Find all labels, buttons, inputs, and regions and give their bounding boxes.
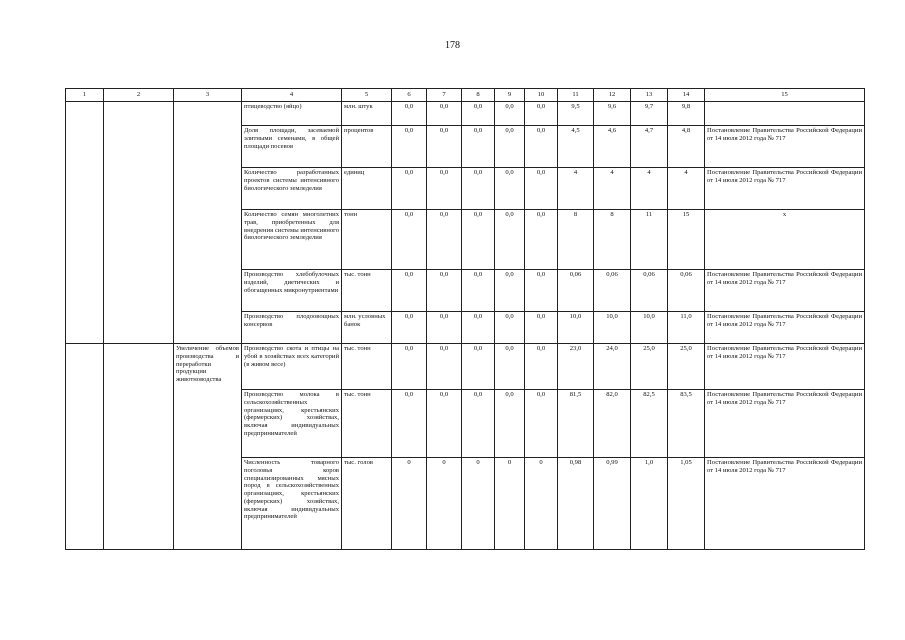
value-cell: 0,0 [462,126,495,168]
unit-cell: тыс. тонн [342,344,392,390]
value-cell: 0,06 [594,270,631,312]
col-header: 1 [66,89,104,102]
cell-col2 [104,344,174,550]
value-cell: 0,0 [495,344,525,390]
value-cell: 0,0 [525,270,558,312]
value-cell: 0,98 [558,458,594,550]
value-cell: 0 [462,458,495,550]
source-cell: Постановление Правительства Российской Федерации от 14 июля 2012 года № 717 [705,312,865,344]
source-cell [705,102,865,126]
source-cell: Постановление Правительства Российской Федерации от 14 июля 2012 года № 717 [705,344,865,390]
col-header: 8 [462,89,495,102]
unit-cell: млн. условных банок [342,312,392,344]
col-header: 2 [104,89,174,102]
value-cell: 0,0 [462,390,495,458]
col-header: 13 [631,89,668,102]
value-cell: 10,0 [631,312,668,344]
value-cell: 0,0 [495,210,525,270]
col-header: 4 [242,89,342,102]
unit-cell: тыс. голов [342,458,392,550]
value-cell: 0,0 [392,390,427,458]
value-cell: 11 [631,210,668,270]
unit-cell: млн. штук [342,102,392,126]
value-cell: 4 [594,168,631,210]
value-cell: 9,8 [668,102,705,126]
unit-cell: процентов [342,126,392,168]
unit-cell: тыс. тонн [342,390,392,458]
cell-col1 [66,102,104,344]
value-cell: 25,0 [631,344,668,390]
value-cell: 0,0 [427,344,462,390]
source-cell: Постановление Правительства Российской Федерации от 14 июля 2012 года № 717 [705,270,865,312]
col-header: 11 [558,89,594,102]
value-cell: 0,0 [427,126,462,168]
value-cell: 8 [558,210,594,270]
value-cell: 0,0 [427,210,462,270]
value-cell: 4,8 [668,126,705,168]
value-cell: 9,7 [631,102,668,126]
col-header: 15 [705,89,865,102]
value-cell: 0,0 [525,312,558,344]
indicator-cell: Количество разработанных проектов системы интенсивного биологического земледелия [242,168,342,210]
value-cell: 0,06 [668,270,705,312]
value-cell: 0,0 [462,270,495,312]
value-cell: 0,0 [495,168,525,210]
value-cell: 0,0 [427,168,462,210]
value-cell: 0,0 [462,168,495,210]
column-number-row [66,89,865,102]
col-header: 10 [525,89,558,102]
table-row [66,102,865,126]
value-cell: 81,5 [558,390,594,458]
unit-cell: тонн [342,210,392,270]
indicator-cell: Производство плодоовощных консервов [242,312,342,344]
value-cell: 0,0 [427,390,462,458]
table-row [66,344,865,390]
value-cell: 10,0 [594,312,631,344]
value-cell: 11,0 [668,312,705,344]
value-cell: 15 [668,210,705,270]
value-cell: 0,0 [392,312,427,344]
value-cell: 0,0 [427,312,462,344]
value-cell: 1,0 [631,458,668,550]
value-cell: 0,0 [392,168,427,210]
value-cell: 4,7 [631,126,668,168]
value-cell: 0,0 [462,210,495,270]
col-header: 14 [668,89,705,102]
value-cell: 0,0 [525,390,558,458]
indicator-cell: птицеводство (яйцо) [242,102,342,126]
value-cell: 25,0 [668,344,705,390]
value-cell: 0,0 [392,270,427,312]
indicator-cell: Доля площади, засеваемой элитными семенами, в общей площади посевов [242,126,342,168]
value-cell: 4 [668,168,705,210]
value-cell: 82,0 [594,390,631,458]
value-cell: 8 [594,210,631,270]
value-cell: 23,0 [558,344,594,390]
value-cell: 0,0 [495,126,525,168]
indicator-cell: Количество семян многолетних трав, приобретенных для внедрения системы интенсивного биологического земледелия [242,210,342,270]
value-cell: 0,0 [495,390,525,458]
col-header: 6 [392,89,427,102]
value-cell: 0,0 [392,126,427,168]
value-cell: 0,0 [495,270,525,312]
col-header: 9 [495,89,525,102]
value-cell: 4,6 [594,126,631,168]
value-cell: 0,0 [392,102,427,126]
value-cell: 0,99 [594,458,631,550]
value-cell: 10,0 [558,312,594,344]
value-cell: 82,5 [631,390,668,458]
value-cell: 0,0 [495,102,525,126]
value-cell: 83,5 [668,390,705,458]
value-cell: 0 [495,458,525,550]
value-cell: 1,05 [668,458,705,550]
group-label: Увеличение объемов производства и переработки продукции животноводства [174,344,242,550]
value-cell: 0,06 [558,270,594,312]
source-cell: Постановление Правительства Российской Федерации от 14 июля 2012 года № 717 [705,168,865,210]
value-cell: 0,0 [392,210,427,270]
value-cell: 0,0 [462,312,495,344]
source-cell: х [705,210,865,270]
value-cell: 0,0 [427,102,462,126]
value-cell: 24,0 [594,344,631,390]
value-cell: 4 [558,168,594,210]
value-cell: 0,0 [392,344,427,390]
value-cell: 0,0 [462,102,495,126]
value-cell: 0,0 [525,102,558,126]
value-cell: 9,6 [594,102,631,126]
cell-col2 [104,102,174,344]
value-cell: 0,0 [525,210,558,270]
indicator-cell: Производство скота и птицы на убой в хозяйствах всех категорий (в живом весе) [242,344,342,390]
source-cell: Постановление Правительства Российской Федерации от 14 июля 2012 года № 717 [705,458,865,550]
indicator-cell: Производство молока в сельскохозяйственных организациях, крестьянских (фермерских) хозяйствах, включая индивидуальных предпринимателей [242,390,342,458]
col-header: 5 [342,89,392,102]
col-header: 3 [174,89,242,102]
value-cell: 0,0 [525,168,558,210]
indicator-cell: Производство хлебобулочных изделий, диетических и обогащенных микронутриентами [242,270,342,312]
value-cell: 0,0 [462,344,495,390]
value-cell: 0 [427,458,462,550]
value-cell: 0 [392,458,427,550]
value-cell: 9,5 [558,102,594,126]
source-cell: Постановление Правительства Российской Федерации от 14 июля 2012 года № 717 [705,390,865,458]
col-header: 7 [427,89,462,102]
col-header: 12 [594,89,631,102]
unit-cell: единиц [342,168,392,210]
indicators-table [65,88,865,550]
value-cell: 0,0 [427,270,462,312]
value-cell: 4 [631,168,668,210]
cell-col1 [66,344,104,550]
indicator-cell: Численность товарного поголовья коров специализированных мясных пород в сельскохозяйственных организациях, крестьянских (фермерских) хозяйствах, включая индивидуальных предпринимателей [242,458,342,550]
unit-cell: тыс. тонн [342,270,392,312]
value-cell: 0 [525,458,558,550]
value-cell: 0,0 [525,344,558,390]
cell-col3 [174,102,242,344]
page-number: 178 [445,40,460,51]
value-cell: 0,06 [631,270,668,312]
value-cell: 0,0 [525,126,558,168]
source-cell: Постановление Правительства Российской Федерации от 14 июля 2012 года № 717 [705,126,865,168]
value-cell: 0,0 [495,312,525,344]
value-cell: 4,5 [558,126,594,168]
